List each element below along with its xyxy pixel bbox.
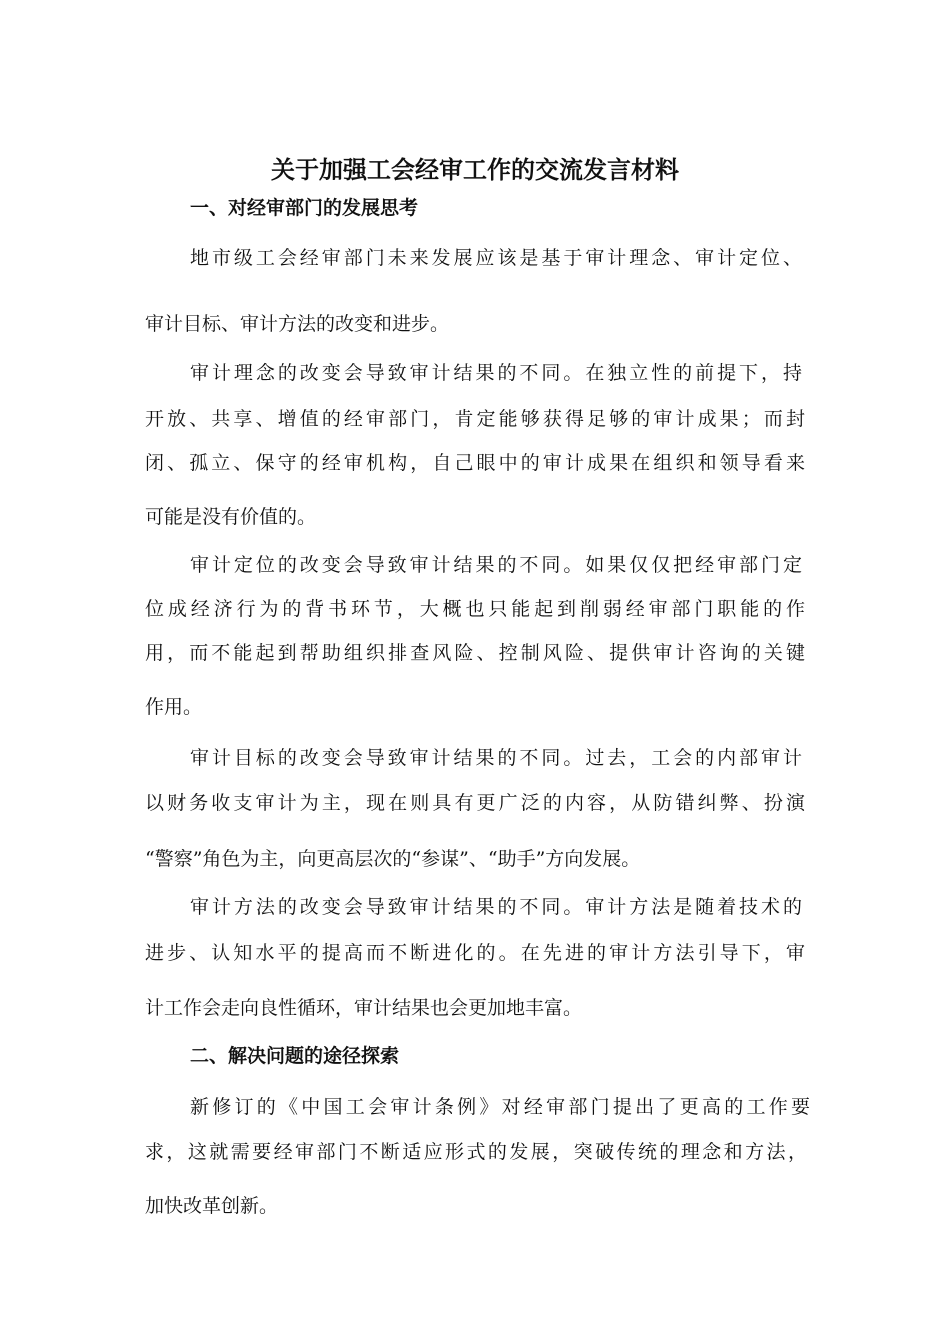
section-heading-1: 一、对经审部门的发展思考: [190, 197, 419, 219]
paragraph-4-line-3: “警察”角色为主，向更高层次的“参谋”、“助手”方向发展。: [145, 848, 641, 870]
paragraph-3-line-1: 审计定位的改变会导致审计结果的不同。如果仅仅把经审部门定: [190, 554, 802, 576]
paragraph-6-line-3: 加快改革创新。: [145, 1195, 279, 1217]
paragraph-1-line-1: 地市级工会经审部门未来发展应该是基于审计理念、审计定位、: [190, 247, 802, 269]
paragraph-2-line-2: 开放、共享、增值的经审部门，肯定能够获得足够的审计成果；而封: [145, 408, 805, 430]
paragraph-5-line-3: 计工作会走向良性循环，审计结果也会更加地丰富。: [145, 997, 583, 1019]
paragraph-6-line-2: 求，这就需要经审部门不断适应形式的发展，突破传统的理念和方法，: [145, 1141, 807, 1163]
paragraph-2-line-4: 可能是没有价值的。: [145, 506, 317, 528]
paragraph-3-line-2: 位成经济行为的背书环节，大概也只能起到削弱经审部门职能的作: [145, 598, 805, 620]
paragraph-4-line-1: 审计目标的改变会导致审计结果的不同。过去，工会的内部审计: [190, 747, 802, 769]
paragraph-2-line-3: 闭、孤立、保守的经审机构，自己眼中的审计成果在组织和领导看来: [145, 452, 805, 474]
paragraph-3-line-4: 作用。: [145, 696, 203, 718]
document-title: 关于加强工会经审工作的交流发言材料: [271, 156, 679, 184]
paragraph-3-line-3: 用，而不能起到帮助组织排查风险、控制风险、提供审计咨询的关键: [145, 642, 805, 664]
paragraph-4-line-2: 以财务收支审计为主，现在则具有更广泛的内容，从防错纠弊、扮演: [145, 792, 805, 814]
paragraph-5-line-2: 进步、认知水平的提高而不断进化的。在先进的审计方法引导下，审: [145, 942, 805, 964]
paragraph-6-line-1: 新修订的《中国工会审计条例》对经审部门提出了更高的工作要: [190, 1096, 810, 1118]
paragraph-2-line-1: 审计理念的改变会导致审计结果的不同。在独立性的前提下，持: [190, 362, 802, 384]
paragraph-5-line-1: 审计方法的改变会导致审计结果的不同。审计方法是随着技术的: [190, 896, 802, 918]
paragraph-1-line-2: 审计目标、审计方法的改变和进步。: [145, 313, 450, 335]
section-heading-2: 二、解决问题的途径探索: [190, 1045, 400, 1067]
